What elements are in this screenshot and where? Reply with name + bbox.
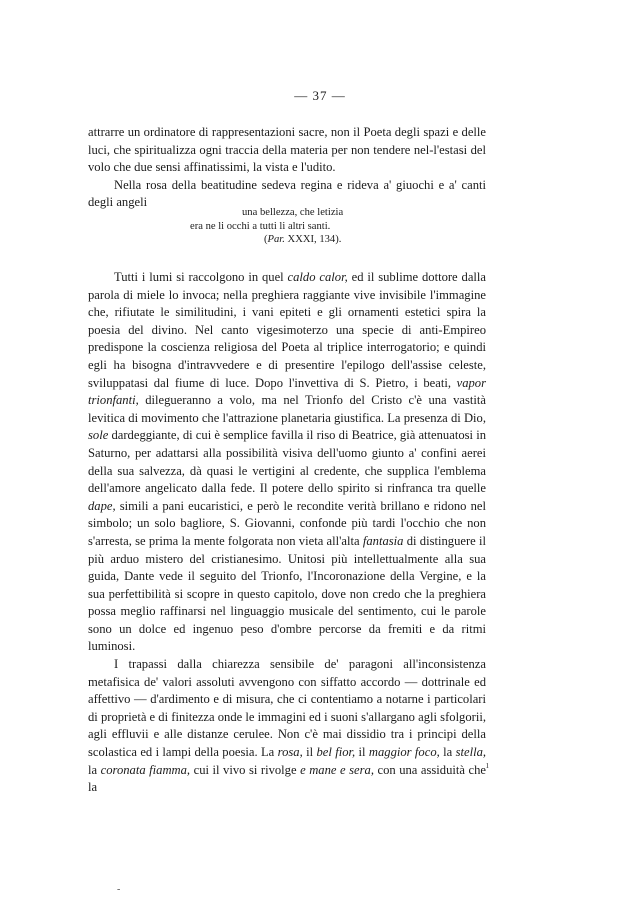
italic-phrase: sole xyxy=(88,428,109,443)
italic-phrase: caldo calor, xyxy=(287,270,348,284)
text-run: Tutti i lumi si raccolgono in quel xyxy=(114,270,288,284)
italic-phrase: dape, xyxy=(88,498,116,513)
verse-citation xyxy=(190,233,343,247)
verse-quotation xyxy=(190,206,343,247)
citation-ref: XXXI, 134). xyxy=(284,234,342,245)
italic-phrase: fantasia xyxy=(362,533,404,548)
text-run: I trapassi dalla chiarezza sensibile de' paragoni all'inconsistenza metafisica de' valori assoluti avvengono con siffatto accordo — dottrinale ed affettivo — d'ardimento e di misura, che ci contentiamo a notarne i particolari di proprietà e di finitezza onde le immagini ed i suoni s'allargano agli sfolgorii, agli effluvii e alle distanze cerulee. Non c'è mai dissidio tra i principi della scolastica ed i lampi della poesia. La xyxy=(88,657,486,760)
citation-open: ( xyxy=(264,234,268,245)
continued-paragraph: attrarre un ordinatore di rappresentazioni sacre, non il Poeta degli spazi e delle luci, che spiritualizza ogni traccia della materia per non tendere nel-l'estasi del volo che due sensi affinatissimi, la vista e l'udito. xyxy=(88,125,486,175)
main-text-block xyxy=(88,269,486,797)
text-run: con una assiduità che la xyxy=(88,762,486,795)
italic-phrase: stella, xyxy=(455,745,487,760)
text-run: dilegueranno a volo, ma nel Trionfo del Cristo c'è una vastità levitica di movimento che l'attrazione planetaria giustifica. La presenza di Dio, xyxy=(88,393,486,425)
rosa-paragraph: Nella rosa della beatitudine sedeva regina e rideva a' giuochi e a' canti degli angeli xyxy=(88,177,486,210)
text-run: cui il vivo si rivolge xyxy=(190,762,301,777)
citation-book: Par. xyxy=(267,234,285,245)
text-run: la xyxy=(439,745,456,760)
paragraph-i-trapassi xyxy=(88,656,486,797)
text-run: di distinguere il più arduo mistero del cristianesimo. Unitosi più intellettualmente alla sua guida, Dante vede il seguito del Trionfo, l'Incoronazione della Vergine, e la sua perfettibilità si scopre in questo capitolo, dove non credo che la preghiera possa meglio raffinarsi nel linguaggio musicale del sentimento, cui le parole sono un dolce ed ingenuo peso d'ombre percorse da fremiti e da ritmi luminosi. xyxy=(88,533,487,654)
top-text-block xyxy=(88,124,486,212)
paragraph-tutti-i-lumi xyxy=(88,269,486,656)
margin-mark: - xyxy=(117,884,121,895)
text-run: il xyxy=(302,745,317,760)
verse-line-1: una bellezza, che letizia xyxy=(242,207,344,218)
text-run: il xyxy=(355,745,369,760)
italic-phrase: rosa, xyxy=(277,745,303,760)
margin-mark: ı xyxy=(486,760,489,771)
text-run: la xyxy=(88,762,101,777)
text-run: dardeggiante, di cui è semplice favilla il riso di Beatrice, già attenuatosi in Saturno, per adattarsi alla possibilità visiva dell'uomo giunto a' confini aerei della sua salvezza, dà quasi le vertigini al credente, che supplica l'emblema dell'amore angelicato dalla fede. Il potere dello spirito si rinfranca tra quelle xyxy=(88,428,486,496)
page-number: — 37 — xyxy=(294,88,346,103)
italic-phrase: e mane e sera, xyxy=(300,762,374,777)
text-run: ed il sublime dottore dalla parola di miele lo invoca; nella preghiera raggiante vive invisibile l'immagine che, rifiutate le similitudini, i vani epiteti e gli ornamenti estetici spira la poesia del divino. Nel canto vigesimoterzo una specie di anti-Empireo predispone la coscienza religiosa del Poeta al triplice interrogatorio; e quindi egli ha bisogna d'intravvedere e di presentire l'epilogo dell'assise celeste, sviluppatasi dal fiume di luce. Dopo l'invettiva di S. Pietro, i beati, xyxy=(88,270,486,390)
italic-phrase: bel fior, xyxy=(316,745,356,760)
verse-line-2: era ne li occhi a tutti li altri santi. xyxy=(190,220,331,232)
text-run: simili a pani eucaristici, e però le recondite verità brillano e ridono nel simbolo; un solo bagliore, S. Giovanni, confonde più tardi l'occhio che non s'arresta, se prima la mente folgorata non vieta all'alta xyxy=(88,498,486,548)
italic-phrase: vapor trionfanti, xyxy=(88,375,486,408)
italic-phrase: coronata fiamma, xyxy=(100,762,191,777)
italic-phrase: maggior foco, xyxy=(368,745,440,760)
